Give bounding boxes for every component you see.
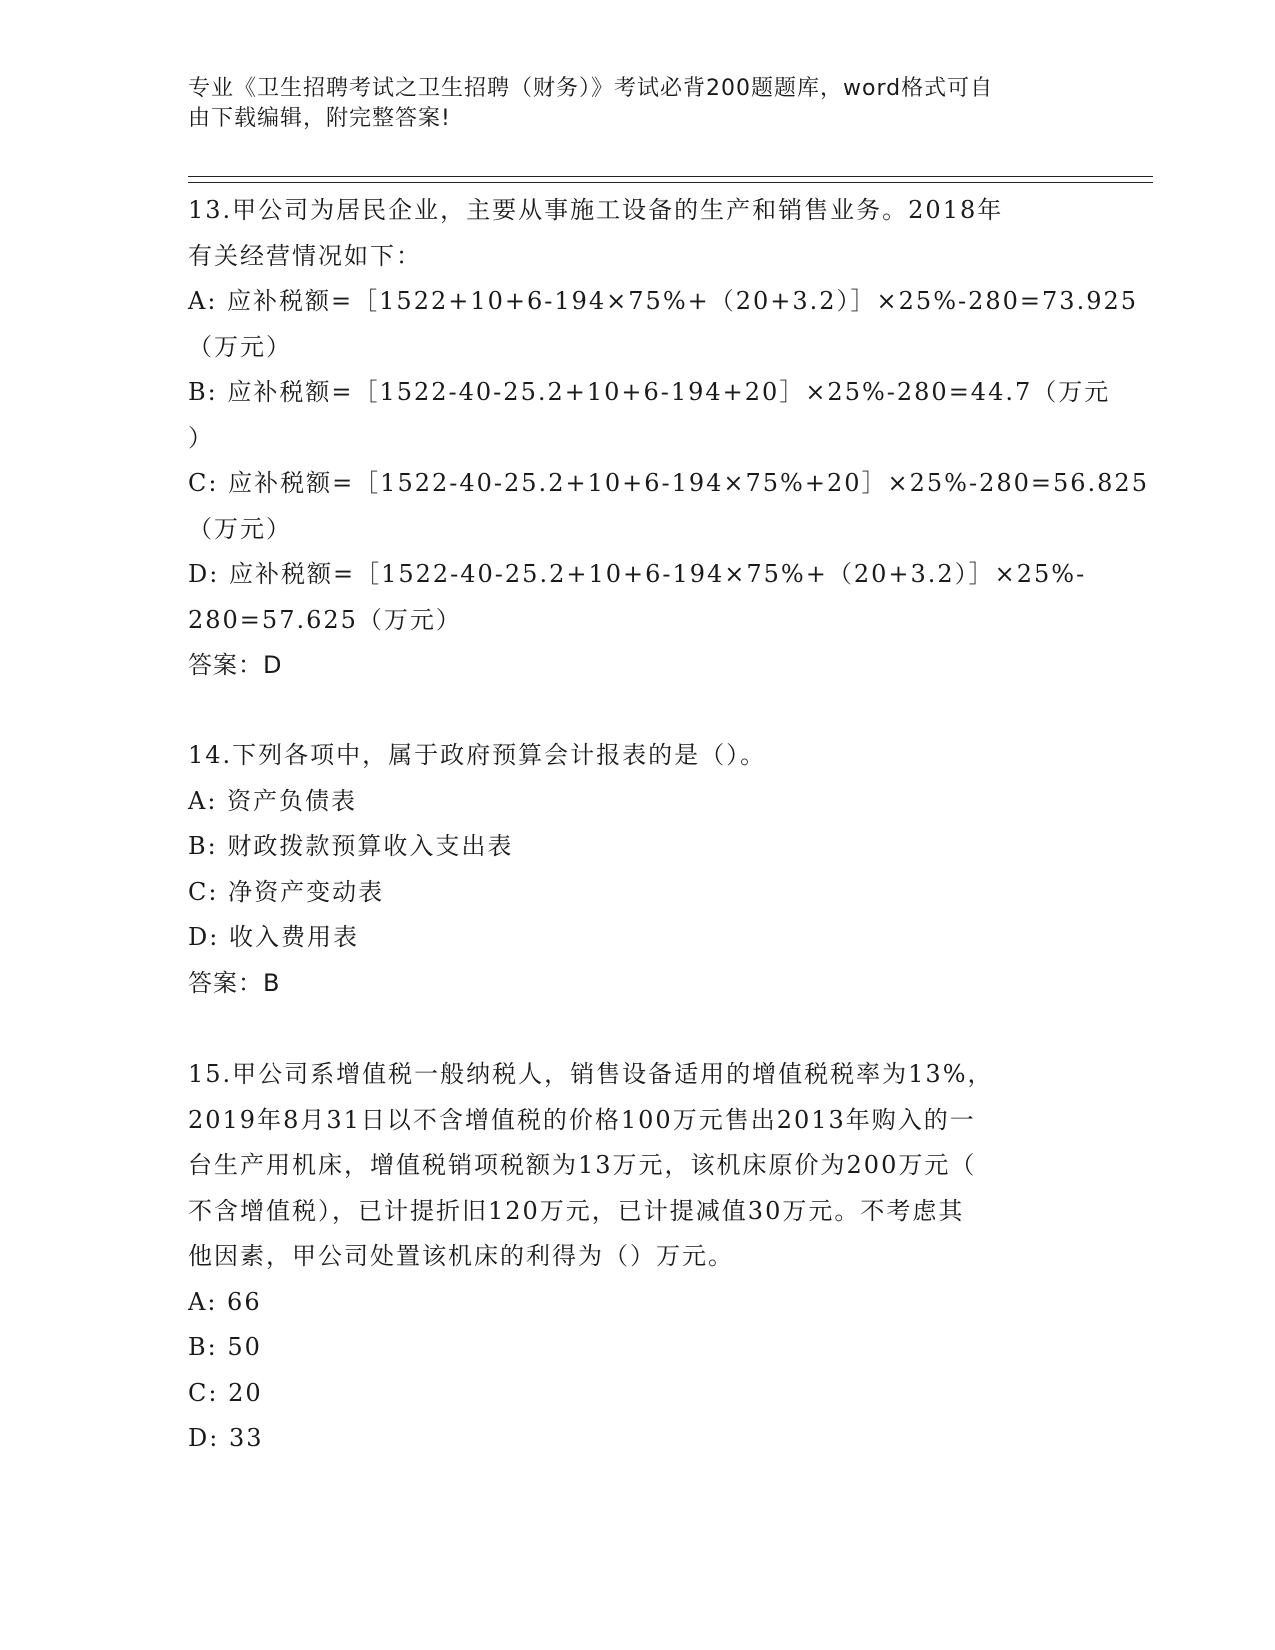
header-line: 专业《卫生招聘考试之卫生招聘（财务）》考试必背200题题库，word格式可自 <box>188 76 994 101</box>
option-a: A: 资产负债表 <box>188 786 358 815</box>
document-header <box>188 74 1068 134</box>
header-divider <box>188 176 1153 177</box>
option-b: B: 50 <box>188 1333 262 1361</box>
question-stem-line: 有关经营情况如下： <box>188 241 422 270</box>
question-13 <box>188 188 1149 689</box>
question-stem-line: 他因素，甲公司处置该机床的利得为（）万元。 <box>188 1242 734 1270</box>
answer-label: 答案：D <box>188 651 283 679</box>
option-c: C: 净资产变动表 <box>188 877 385 906</box>
question-15 <box>188 1052 1088 1462</box>
question-14 <box>188 733 1088 1006</box>
question-stem-line: 13.甲公司为居民企业，主要从事施工设备的生产和销售业务。2018年 <box>188 196 1004 224</box>
option-b-continued: ） <box>188 423 214 452</box>
option-c: C: 20 <box>188 1378 263 1407</box>
option-a-continued: （万元） <box>188 332 292 361</box>
header-line: 由下载编辑，附完整答案! <box>188 106 451 131</box>
question-stem-line: 14.下列各项中，属于政府预算会计报表的是（）。 <box>188 741 767 769</box>
option-d-continued: 280=57.625（万元） <box>188 605 462 634</box>
option-d: D: 应补税额=［1522-40-25.2+10+6-194×75%+（20+3.2）］×25%- <box>188 560 1087 588</box>
question-stem-line: 15.甲公司系增值税一般纳税人，销售设备适用的增值税税率为13%， <box>188 1060 994 1088</box>
option-c: C: 应补税额=［1522-40-25.2+10+6-194×75%+20］×25%-280=56.825 <box>188 469 1149 497</box>
option-b: B: 应补税额=［1522-40-25.2+10+6-194+20］×25%-280=44.7（万元 <box>188 378 1111 406</box>
option-b: B: 财政拨款预算收入支出表 <box>188 832 514 860</box>
question-stem-line: 台生产用机床，增值税销项税额为13万元，该机床原价为200万元（ <box>188 1151 977 1179</box>
question-stem-line: 2019年8月31日以不含增值税的价格100万元售出2013年购入的一 <box>188 1105 976 1134</box>
answer-label: 答案：B <box>188 968 281 997</box>
header-divider <box>188 182 1153 183</box>
option-d: D: 33 <box>188 1424 264 1452</box>
option-a: A: 66 <box>188 1287 262 1316</box>
question-stem-line: 不含增值税），已计提折旧120万元，已计提减值30万元。不考虑其 <box>188 1196 965 1225</box>
option-c-continued: （万元） <box>188 514 292 543</box>
option-a: A: 应补税额=［1522+10+6-194×75%+（20+3.2）］×25%-280=73.925 <box>188 287 1139 315</box>
option-d: D: 收入费用表 <box>188 923 359 951</box>
